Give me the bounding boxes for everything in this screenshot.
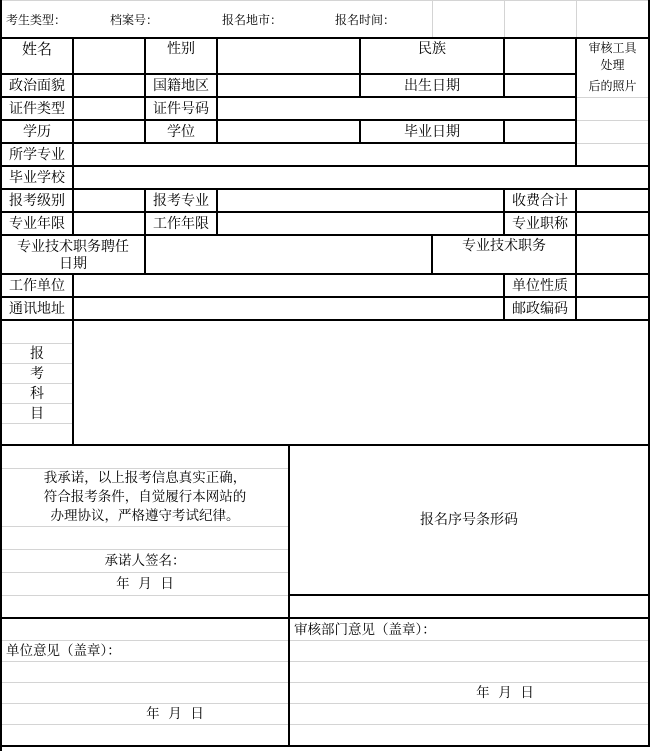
gender-label: 性别 (167, 41, 195, 57)
pledge-line-3: 办理协议，严格遵守考试纪律。 (50, 508, 240, 524)
political-status-label: 政治面貌 (9, 77, 65, 94)
pledge-line-1: 我承诺，以上报考信息真实正确， (43, 470, 247, 486)
audit-dept-date-label: 年 月 日 (476, 685, 534, 701)
signature-label: 承诺人签名： (104, 553, 186, 569)
subjects-char-4: 目 (30, 406, 44, 422)
nationality-label: 国籍地区 (153, 77, 209, 94)
photo-label-line3: 后的照片 (588, 78, 637, 93)
pledge-text (2, 469, 288, 526)
major-label: 所学专业 (9, 146, 65, 163)
nationality-field[interactable] (218, 75, 359, 96)
major-years-field[interactable] (74, 213, 144, 234)
id-type-label: 证件类型 (9, 100, 65, 117)
school-label: 毕业学校 (9, 169, 65, 186)
school-field[interactable] (74, 167, 648, 188)
registration-city-label: 报名地市： (222, 12, 283, 27)
tech-post-label: 专业技术职务 (462, 238, 546, 254)
exam-major-field[interactable] (218, 190, 503, 211)
work-years-label: 工作年限 (153, 215, 209, 232)
fee-total-field[interactable] (577, 190, 648, 211)
pledge-date-label: 年 月 日 (116, 576, 174, 592)
tech-post-date-label-line1: 专业技术职务聘任 (17, 239, 129, 255)
photo-label-line1: 审核工具 (588, 41, 637, 55)
fee-total-label: 收费合计 (512, 192, 568, 209)
pledge-line-2: 符合报考条件，自觉履行本网站的 (43, 489, 247, 505)
employer-type-label: 单位性质 (512, 277, 568, 294)
ethnicity-label: 民族 (418, 41, 446, 57)
employer-opinion-date-label: 年 月 日 (146, 706, 204, 722)
major-years-label: 专业年限 (9, 215, 65, 232)
exam-level-field[interactable] (74, 190, 144, 211)
barcode-area: 报名序号条形码 (420, 512, 518, 528)
employer-field[interactable] (74, 275, 503, 296)
employer-opinion-label: 单位意见（盖章）： (6, 643, 121, 659)
name-label: 姓名 (21, 40, 52, 58)
registration-time-label: 报名时间： (335, 12, 396, 27)
professional-title-field[interactable] (577, 213, 648, 234)
subjects-char-3: 科 (30, 386, 44, 402)
tech-post-date-label (2, 236, 144, 273)
education-label: 学历 (23, 123, 51, 140)
address-field[interactable] (74, 298, 503, 319)
ethnicity-field[interactable] (505, 39, 575, 73)
audit-dept-opinion-label: 审核部门意见（盖章）： (294, 621, 436, 638)
graduation-date-label: 毕业日期 (404, 123, 460, 140)
postcode-field[interactable] (577, 298, 648, 319)
degree-field[interactable] (218, 121, 359, 142)
exam-level-label: 报考级别 (9, 192, 65, 209)
tech-post-date-field[interactable] (146, 236, 431, 273)
birth-date-field[interactable] (505, 75, 575, 96)
degree-label: 学位 (167, 123, 195, 140)
id-type-field[interactable] (74, 98, 144, 119)
graduation-date-field[interactable] (505, 121, 575, 142)
photo-label (577, 39, 648, 75)
gender-field[interactable] (218, 39, 359, 73)
political-status-field[interactable] (74, 75, 144, 96)
photo-label-line2: 处理 (600, 58, 625, 72)
employer-label: 工作单位 (9, 277, 65, 294)
file-number-label: 档案号： (110, 12, 159, 27)
id-number-label: 证件号码 (153, 100, 209, 117)
exam-major-label: 报考专业 (153, 192, 209, 209)
exam-type-label: 考生类型： (6, 12, 67, 27)
tech-post-field[interactable] (577, 236, 648, 273)
work-years-field[interactable] (218, 213, 503, 234)
subjects-field[interactable] (74, 321, 648, 444)
postcode-label: 邮政编码 (512, 300, 568, 317)
employer-type-field[interactable] (577, 275, 648, 296)
education-field[interactable] (74, 121, 144, 142)
subjects-char-1: 报 (30, 346, 44, 362)
subjects-char-2: 考 (30, 366, 44, 382)
id-number-field[interactable] (218, 98, 575, 119)
address-label: 通讯地址 (9, 300, 65, 317)
birth-date-label: 出生日期 (404, 77, 460, 94)
professional-title-label: 专业职称 (512, 215, 568, 232)
name-field[interactable] (74, 39, 144, 73)
major-field[interactable] (74, 144, 575, 165)
tech-post-date-label-line2: 日期 (59, 256, 87, 272)
